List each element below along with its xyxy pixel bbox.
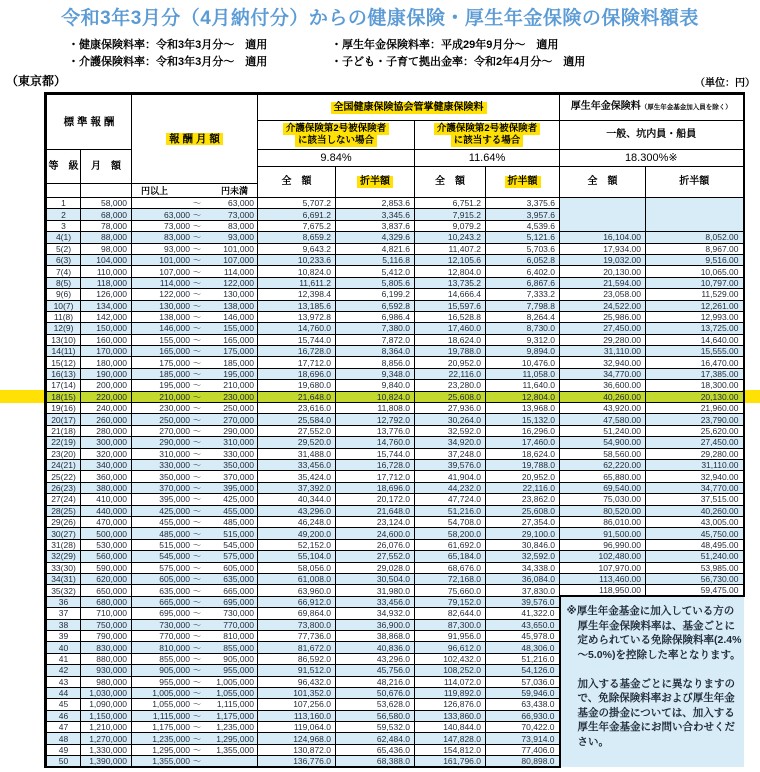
table-row: 4(1) 88,000 83,000 ～ 93,000 8,659.2 4,329.6 10,243.2 5,121.6 16,104.00 8,052.00 bbox=[47, 232, 744, 243]
header-monthly-spacer bbox=[81, 184, 132, 198]
header-care-not-applicable: 介護保険第2号被保険者 に該当しない場合 bbox=[258, 121, 415, 150]
header-care-applicable: 介護保険第2号被保険者 に該当する場合 bbox=[415, 121, 560, 150]
table-row: 16(13) 190,000 185,000 ～ 195,000 18,696.0 9,348.0 22,116.0 11,058.0 34,770.00 17,385.00 bbox=[47, 368, 744, 379]
table-row: 8(5) 118,000 114,000 ～ 122,000 11,611.2 5,805.6 13,735.2 6,867.6 21,594.00 10,797.00 bbox=[47, 277, 744, 288]
table-row: 24(21) 340,000 330,000 ～ 350,000 33,456.0 16,728.0 39,576.0 19,788.0 62,220.00 31,110.00 bbox=[47, 459, 744, 470]
pension-fund-note: ※厚生年金基金に加入している方の厚生年金保険料率は、基金ごとに定められている免除保険料率(2.4%～5.0%)を控除した率となります。 加入する基金ごとに異なりますので、免除保険料率および厚生年金基金の掛金については、加入する厚生年金基金にお問い合わせください。 bbox=[560, 596, 744, 767]
table-row: 11(8) 142,000 138,000 ～ 146,000 13,972.8 6,986.4 16,528.8 8,264.4 25,986.00 12,993.00 bbox=[47, 311, 744, 322]
rate-bullets bbox=[68, 38, 760, 70]
table-row: 17(14) 200,000 195,000 ～ 210,000 19,680.0 9,840.0 23,280.0 11,640.0 36,600.00 18,300.00 bbox=[47, 380, 744, 391]
premium-table bbox=[44, 92, 745, 768]
table-row: 23(20) 320,000 310,000 ～ 330,000 31,488.0 15,744.0 37,248.0 18,624.0 58,560.00 29,280.00 bbox=[47, 448, 744, 459]
table-row: 42 930,000 905,000 ～ 955,000 91,512.0 45,756.0 108,252.0 54,126.0 bbox=[47, 665, 744, 676]
table-row: 25(22) 360,000 350,000 ～ 370,000 35,424.0 17,712.0 41,904.0 20,952.0 65,880.00 32,940.00 bbox=[47, 471, 744, 482]
header-monthly-remuneration: 報 酬 月 額 bbox=[132, 95, 258, 184]
table-row: 40 830,000 810,000 ～ 855,000 81,672.0 40,836.0 96,612.0 48,306.0 bbox=[47, 642, 744, 653]
table-row: 9(6) 126,000 122,000 ～ 130,000 12,398.4 6,199.2 14,666.4 7,333.2 23,058.00 11,529.00 bbox=[47, 289, 744, 300]
bullet-pension-rate: ・厚生年金保険料率：平成29年9月分～ 適用 bbox=[331, 39, 559, 51]
table-row: 30(27) 500,000 485,000 ～ 515,000 49,200.0 24,600.0 58,200.0 29,100.0 91,500.00 45,750.00 bbox=[47, 528, 744, 539]
bullet-care-rate: ・介護保険料率：令和3年3月分～ 適用 bbox=[68, 56, 268, 68]
table-row: 20(17) 260,000 250,000 ～ 270,000 25,584.0 12,792.0 30,264.0 15,132.0 47,580.00 23,790.00 bbox=[47, 414, 744, 425]
table-row: 18(15) 220,000 210,000 ～ 230,000 21,648.0 10,824.0 25,608.0 12,804.0 40,260.00 20,130.00 bbox=[47, 391, 744, 402]
table-row: 33(30) 590,000 575,000 ～ 605,000 58,056.0 29,028.0 68,676.0 34,338.0 107,970.00 53,985.00 bbox=[47, 562, 744, 573]
table-row: 19(16) 240,000 230,000 ～ 250,000 23,616.0 11,808.0 27,936.0 13,968.0 43,920.00 21,960.00 bbox=[47, 403, 744, 414]
table-row: 15(12) 180,000 175,000 ～ 185,000 17,712.0 8,856.0 20,952.0 10,476.0 32,940.00 16,470.00 bbox=[47, 357, 744, 368]
table-row: 46 1,150,000 1,115,000 ～ 1,175,000 113,160.0 56,580.0 133,860.0 66,930.0 bbox=[47, 710, 744, 721]
table-row: 14(11) 170,000 165,000 ～ 175,000 16,728.0 8,364.0 19,788.0 9,894.0 31,110.00 15,555.00 bbox=[47, 346, 744, 357]
header-kyokai-kenpo: 全国健康保険協会管掌健康保険料 bbox=[258, 95, 560, 121]
table-row: 5(2) 98,000 93,000 ～ 101,000 9,643.2 4,821.6 11,407.2 5,703.6 17,934.00 8,967.00 bbox=[47, 243, 744, 254]
highlight-band-right bbox=[742, 390, 760, 403]
table-row: 36 680,000 665,000 ～ 695,000 66,912.0 33,456.0 79,152.0 39,576.0 ※厚生年金基金に加入している方の厚生年金保険料率は、基金ごとに定められている免除保険料率(2.4%～5.0%)を控除した率となります。 加入する基金ごとに異なりますので、免除保険料率および厚生年金基金の掛金については、加入する厚生年金基金にお問い合わせください。 bbox=[47, 596, 744, 607]
bullet-child-rate: ・子ども・子育て拠出金率：令和2年4月分～ 適用 bbox=[331, 56, 586, 68]
table-row: 38 750,000 730,000 ～ 770,000 73,800.0 36,900.0 87,300.0 43,650.0 bbox=[47, 619, 744, 630]
table-row: 37 710,000 695,000 ～ 730,000 69,864.0 34,932.0 82,644.0 41,322.0 bbox=[47, 608, 744, 619]
rate-pension: 18.300%※ bbox=[560, 150, 744, 167]
table-row: 45 1,090,000 1,055,000 ～ 1,115,000 107,256.0 53,628.0 126,876.0 63,438.0 bbox=[47, 699, 744, 710]
table-row: 3 78,000 73,000 ～ 83,000 7,675.2 3,837.6 9,079.2 4,539.6 bbox=[47, 220, 744, 231]
header-half-amount-2: 折半額 bbox=[486, 167, 560, 198]
table-row: 10(7) 134,000 130,000 ～ 138,000 13,185.6 6,592.8 15,597.6 7,798.8 24,522.00 12,261.00 bbox=[47, 300, 744, 311]
header-full-amount-2: 全 額 bbox=[415, 167, 486, 198]
table-row: 28(25) 440,000 425,000 ～ 455,000 43,296.0 21,648.0 51,216.0 25,608.0 80,520.00 40,260.00 bbox=[47, 505, 744, 516]
table-row: 2 68,000 63,000 ～ 73,000 6,691.2 3,345.6 7,915.2 3,957.6 bbox=[47, 209, 744, 220]
header-full-amount-pension: 全 額 bbox=[560, 167, 646, 198]
highlight-band-left bbox=[0, 390, 44, 403]
table-row: 6(3) 104,000 101,000 ～ 107,000 10,233.6 5,116.8 12,105.6 6,052.8 19,032.00 9,516.00 bbox=[47, 254, 744, 265]
unit-label: （単位：円） bbox=[695, 78, 755, 89]
rate-with-care: 11.64% bbox=[415, 150, 560, 167]
table-row: 31(28) 530,000 515,000 ～ 545,000 52,152.0 26,076.0 61,692.0 30,846.0 96,990.00 48,495.00 bbox=[47, 539, 744, 550]
table-row: 41 880,000 855,000 ～ 905,000 86,592.0 43,296.0 102,432.0 51,216.0 bbox=[47, 653, 744, 664]
page-title: 令和3年3月分（4月納付分）からの健康保険・厚生年金保険の保険料額表 bbox=[61, 8, 699, 29]
table-row: 13(10) 160,000 155,000 ～ 165,000 15,744.0 7,872.0 18,624.0 9,312.0 29,280.00 14,640.00 bbox=[47, 334, 744, 345]
header-pension: 厚生年金保険料（厚生年金基金加入員を除く） bbox=[560, 95, 744, 121]
table-row: 35(32) 650,000 635,000 ～ 665,000 63,960.0 31,980.0 75,660.0 37,830.0 118,950.00 59,475.00 bbox=[47, 585, 744, 597]
header-monthly-amount: 月 額 bbox=[81, 150, 132, 184]
rate-without-care: 9.84% bbox=[258, 150, 415, 167]
table-row: 50 1,390,000 1,355,000 ～ 136,776.0 68,388.0 161,796.0 80,898.0 bbox=[47, 756, 744, 768]
table-row: 44 1,030,000 1,005,000 ～ 1,055,000 101,352.0 50,676.0 119,892.0 59,946.0 bbox=[47, 687, 744, 698]
table-row: 27(24) 410,000 395,000 ～ 425,000 40,344.0 20,172.0 47,724.0 23,862.0 75,030.00 37,515.00 bbox=[47, 494, 744, 505]
header-standard-reward: 標 準 報 酬 bbox=[47, 95, 132, 150]
table-row: 34(31) 620,000 605,000 ～ 635,000 61,008.0 30,504.0 72,168.0 36,084.0 113,460.00 56,730.00 bbox=[47, 573, 744, 584]
header-pension-category: 一般、坑内員・船員 bbox=[560, 121, 744, 150]
region-label: （東京都） bbox=[6, 74, 67, 88]
header-grade: 等 級 bbox=[47, 150, 81, 184]
table-row: 21(18) 280,000 270,000 ～ 290,000 27,552.0 13,776.0 32,592.0 16,296.0 51,240.00 25,620.00 bbox=[47, 425, 744, 436]
meta-row bbox=[0, 72, 760, 89]
table-row: 1 58,000 ～ 63,000 5,707.2 2,853.6 6,751.2 3,375.6 bbox=[47, 198, 744, 209]
table-row: 22(19) 300,000 290,000 ～ 310,000 29,520.0 14,760.0 34,920.0 17,460.0 54,900.00 27,450.00 bbox=[47, 437, 744, 448]
table-row: 43 980,000 955,000 ～ 1,005,000 96,432.0 48,216.0 114,072.0 57,036.0 bbox=[47, 676, 744, 687]
table-row: 7(4) 110,000 107,000 ～ 114,000 10,824.0 5,412.0 12,804.0 6,402.0 20,130.00 10,065.00 bbox=[47, 266, 744, 277]
bullet-health-rate: ・健康保険料率：令和3年3月分～ 適用 bbox=[68, 39, 268, 51]
header-grade-spacer bbox=[47, 184, 81, 198]
table-row: 12(9) 150,000 146,000 ～ 155,000 14,760.0 7,380.0 17,460.0 8,730.0 27,450.00 13,725.00 bbox=[47, 323, 744, 334]
table-row: 48 1,270,000 1,235,000 ～ 1,295,000 124,968.0 62,484.0 147,828.0 73,914.0 bbox=[47, 733, 744, 744]
table-row: 29(26) 470,000 455,000 ～ 485,000 46,248.0 23,124.0 54,708.0 27,354.0 86,010.00 43,005.00 bbox=[47, 516, 744, 527]
header-full-amount-1: 全 額 bbox=[258, 167, 336, 198]
table-body bbox=[47, 198, 744, 768]
table-row: 32(29) 560,000 545,000 ～ 575,000 55,104.0 27,552.0 65,184.0 32,592.0 102,480.00 51,240.00 bbox=[47, 551, 744, 562]
table-row: 26(23) 380,000 370,000 ～ 395,000 37,392.0 18,696.0 44,232.0 22,116.0 69,540.00 34,770.00 bbox=[47, 482, 744, 493]
header-half-amount-1: 折半額 bbox=[336, 167, 415, 198]
header-half-amount-pension: 折半額 bbox=[646, 167, 744, 198]
table-row: 47 1,210,000 1,175,000 ～ 1,235,000 119,064.0 59,532.0 140,844.0 70,422.0 bbox=[47, 722, 744, 733]
header-yen-bounds: 円以上 円未満 bbox=[132, 184, 258, 198]
table-row: 49 1,330,000 1,295,000 ～ 1,355,000 130,872.0 65,436.0 154,812.0 77,406.0 bbox=[47, 744, 744, 755]
table-row: 39 790,000 770,000 ～ 810,000 77,736.0 38,868.0 91,956.0 45,978.0 bbox=[47, 630, 744, 641]
